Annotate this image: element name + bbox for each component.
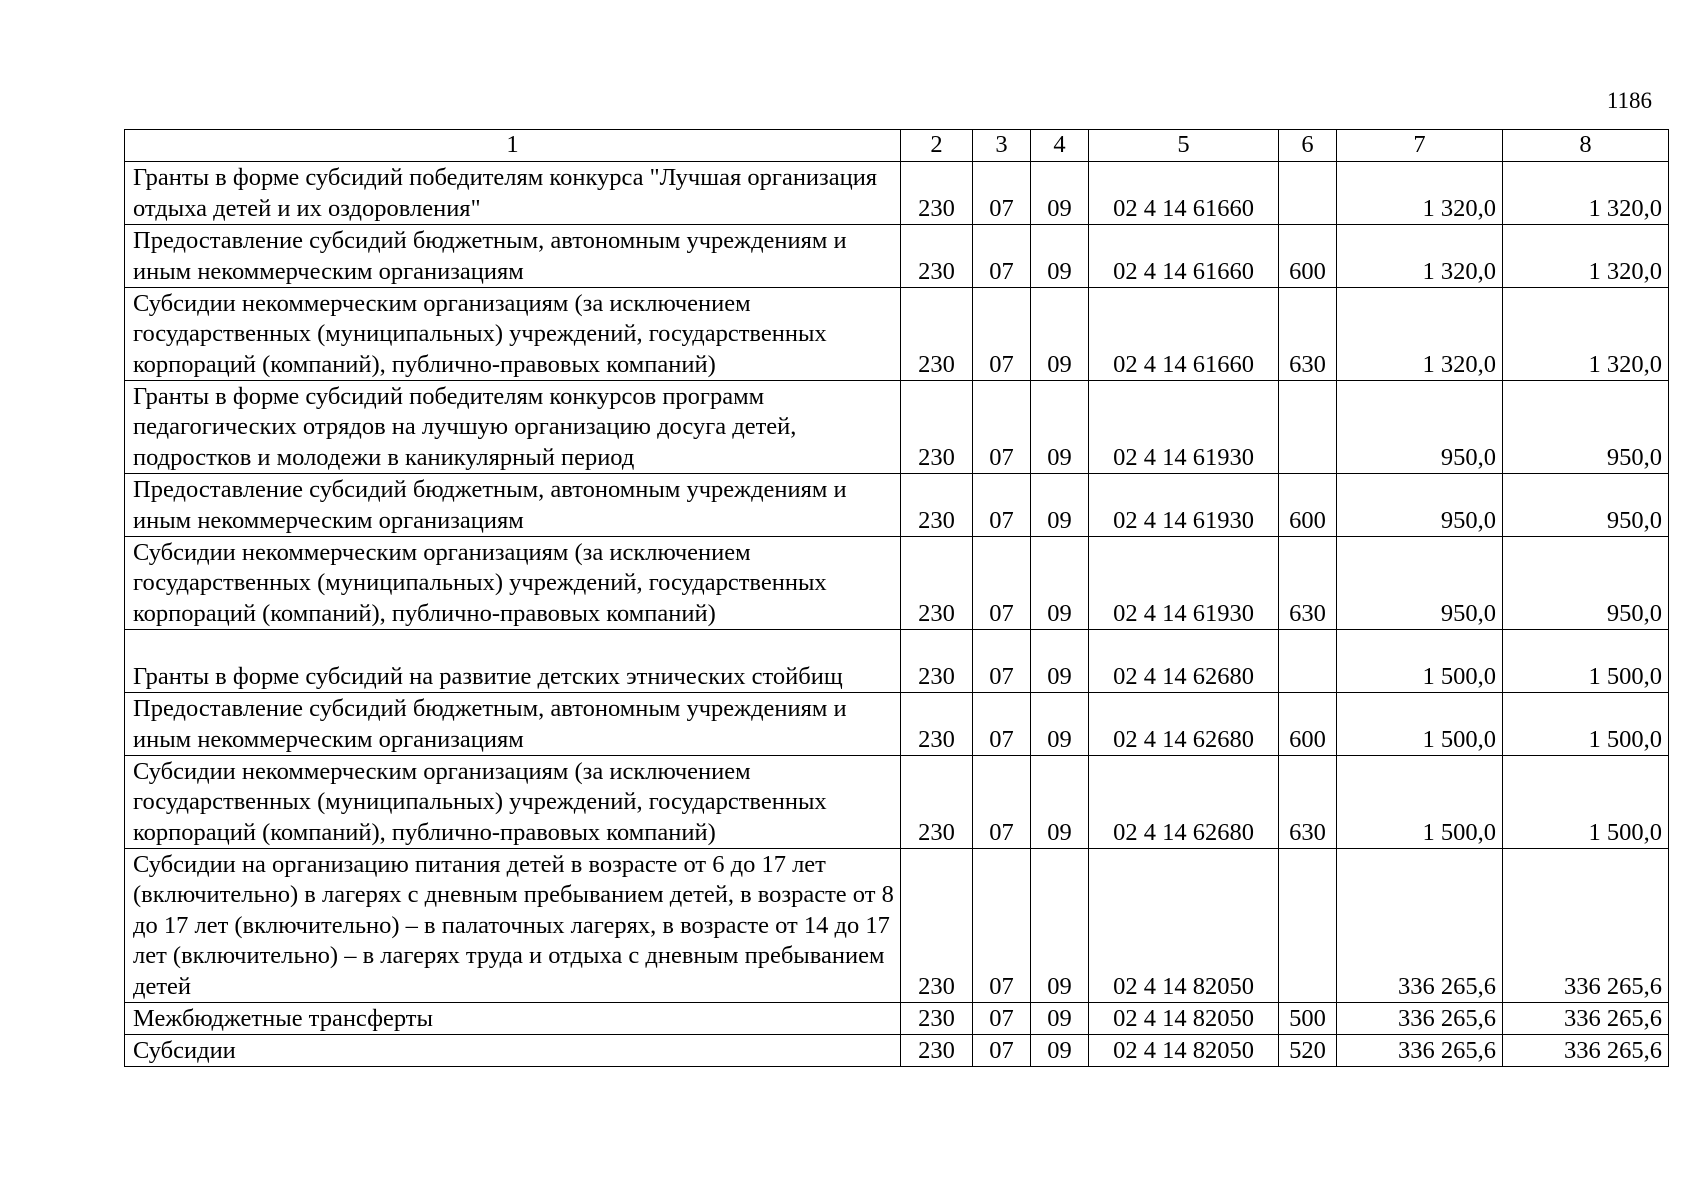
row-amount-2: 1 500,0 [1503, 693, 1669, 756]
row-amount-2: 1 500,0 [1503, 630, 1669, 693]
header-cell: 3 [973, 130, 1031, 162]
row-amount-2: 1 320,0 [1503, 288, 1669, 381]
table-row [125, 630, 1669, 693]
row-code: 230 [901, 1003, 973, 1035]
row-name: Предоставление субсидий бюджетным, автономным учреждениям и иным некоммерческим организациям [125, 693, 901, 756]
row-amount-2: 336 265,6 [1503, 1035, 1669, 1067]
row-target: 02 4 14 62680 [1089, 693, 1279, 756]
row-subsection: 09 [1031, 162, 1089, 225]
budget-table [124, 129, 1669, 1067]
row-target: 02 4 14 61930 [1089, 474, 1279, 537]
row-amount-1: 336 265,6 [1337, 1035, 1503, 1067]
row-code: 230 [901, 537, 973, 630]
row-amount-2: 1 320,0 [1503, 162, 1669, 225]
row-code: 230 [901, 630, 973, 693]
row-target: 02 4 14 61930 [1089, 537, 1279, 630]
row-section: 07 [973, 849, 1031, 1003]
row-type [1279, 381, 1337, 474]
row-code: 230 [901, 288, 973, 381]
row-type: 600 [1279, 693, 1337, 756]
row-amount-1: 1 320,0 [1337, 162, 1503, 225]
row-code: 230 [901, 162, 973, 225]
table-row [125, 1035, 1669, 1067]
row-target: 02 4 14 62680 [1089, 630, 1279, 693]
row-target: 02 4 14 61660 [1089, 162, 1279, 225]
row-type [1279, 630, 1337, 693]
row-name: Межбюджетные трансферты [125, 1003, 901, 1035]
row-target: 02 4 14 82050 [1089, 849, 1279, 1003]
header-cell: 4 [1031, 130, 1089, 162]
row-amount-2: 336 265,6 [1503, 849, 1669, 1003]
table-row [125, 381, 1669, 474]
row-type [1279, 849, 1337, 1003]
row-type: 630 [1279, 537, 1337, 630]
row-section: 07 [973, 630, 1031, 693]
row-section: 07 [973, 756, 1031, 849]
table-row [125, 756, 1669, 849]
header-cell: 7 [1337, 130, 1503, 162]
row-amount-1: 950,0 [1337, 474, 1503, 537]
row-code: 230 [901, 225, 973, 288]
row-name: Субсидии [125, 1035, 901, 1067]
header-cell: 1 [125, 130, 901, 162]
row-amount-1: 336 265,6 [1337, 1003, 1503, 1035]
row-target: 02 4 14 61660 [1089, 225, 1279, 288]
row-amount-2: 336 265,6 [1503, 1003, 1669, 1035]
table-header-row [125, 130, 1669, 162]
row-subsection: 09 [1031, 537, 1089, 630]
header-cell: 5 [1089, 130, 1279, 162]
row-name: Предоставление субсидий бюджетным, автономным учреждениям и иным некоммерческим организациям [125, 225, 901, 288]
row-section: 07 [973, 225, 1031, 288]
row-section: 07 [973, 693, 1031, 756]
row-code: 230 [901, 474, 973, 537]
row-type: 500 [1279, 1003, 1337, 1035]
row-subsection: 09 [1031, 381, 1089, 474]
row-name: Субсидии некоммерческим организациям (за исключением государственных (муниципальных) учреждений, государственных корпораций (компаний), публично-правовых компаний) [125, 537, 901, 630]
table-row [125, 693, 1669, 756]
row-section: 07 [973, 162, 1031, 225]
row-subsection: 09 [1031, 288, 1089, 381]
row-section: 07 [973, 1035, 1031, 1067]
row-subsection: 09 [1031, 1035, 1089, 1067]
table-row [125, 1003, 1669, 1035]
row-amount-1: 1 320,0 [1337, 225, 1503, 288]
row-name: Субсидии некоммерческим организациям (за исключением государственных (муниципальных) учреждений, государственных корпораций (компаний), публично-правовых компаний) [125, 756, 901, 849]
row-section: 07 [973, 381, 1031, 474]
table-row [125, 537, 1669, 630]
row-amount-1: 950,0 [1337, 537, 1503, 630]
row-subsection: 09 [1031, 849, 1089, 1003]
row-amount-1: 1 500,0 [1337, 630, 1503, 693]
row-amount-1: 1 320,0 [1337, 288, 1503, 381]
table-row [125, 288, 1669, 381]
row-name: Субсидии некоммерческим организациям (за исключением государственных (муниципальных) учреждений, государственных корпораций (компаний), публично-правовых компаний) [125, 288, 901, 381]
row-type: 630 [1279, 756, 1337, 849]
row-amount-1: 1 500,0 [1337, 756, 1503, 849]
row-section: 07 [973, 474, 1031, 537]
row-subsection: 09 [1031, 756, 1089, 849]
row-amount-1: 950,0 [1337, 381, 1503, 474]
row-amount-2: 950,0 [1503, 381, 1669, 474]
row-code: 230 [901, 849, 973, 1003]
row-amount-2: 950,0 [1503, 537, 1669, 630]
header-cell: 8 [1503, 130, 1669, 162]
row-name: Гранты в форме субсидий победителям конкурсов программ педагогических отрядов на лучшую организацию досуга детей, подростков и молодежи в каникулярный период [125, 381, 901, 474]
header-cell: 6 [1279, 130, 1337, 162]
row-type: 630 [1279, 288, 1337, 381]
row-target: 02 4 14 62680 [1089, 756, 1279, 849]
row-amount-2: 1 320,0 [1503, 225, 1669, 288]
table-row [125, 225, 1669, 288]
row-target: 02 4 14 82050 [1089, 1003, 1279, 1035]
row-code: 230 [901, 1035, 973, 1067]
row-amount-2: 950,0 [1503, 474, 1669, 537]
row-amount-1: 336 265,6 [1337, 849, 1503, 1003]
row-amount-2: 1 500,0 [1503, 756, 1669, 849]
row-amount-1: 1 500,0 [1337, 693, 1503, 756]
row-type: 600 [1279, 225, 1337, 288]
row-subsection: 09 [1031, 630, 1089, 693]
row-type: 600 [1279, 474, 1337, 537]
row-subsection: 09 [1031, 474, 1089, 537]
row-code: 230 [901, 693, 973, 756]
row-section: 07 [973, 1003, 1031, 1035]
table-row [125, 162, 1669, 225]
row-subsection: 09 [1031, 693, 1089, 756]
row-section: 07 [973, 288, 1031, 381]
row-code: 230 [901, 756, 973, 849]
row-name: Гранты в форме субсидий на развитие детских этнических стойбищ [125, 630, 901, 693]
row-name: Предоставление субсидий бюджетным, автономным учреждениям и иным некоммерческим организациям [125, 474, 901, 537]
row-type: 520 [1279, 1035, 1337, 1067]
row-type [1279, 162, 1337, 225]
row-section: 07 [973, 537, 1031, 630]
row-subsection: 09 [1031, 225, 1089, 288]
row-target: 02 4 14 61660 [1089, 288, 1279, 381]
row-target: 02 4 14 61930 [1089, 381, 1279, 474]
table-row [125, 849, 1669, 1003]
row-name: Субсидии на организацию питания детей в возрасте от 6 до 17 лет (включительно) в лагерях с дневным пребыванием детей, в возрасте от 8 до 17 лет (включительно) – в палаточных лагерях, в возрасте от 14 до 17 лет (включительно) – в лагерях труда и отдыха с дневным пребыванием детей [125, 849, 901, 1003]
header-cell: 2 [901, 130, 973, 162]
row-subsection: 09 [1031, 1003, 1089, 1035]
row-code: 230 [901, 381, 973, 474]
table-row [125, 474, 1669, 537]
page-number: 1186 [1606, 88, 1652, 113]
row-target: 02 4 14 82050 [1089, 1035, 1279, 1067]
row-name: Гранты в форме субсидий победителям конкурса "Лучшая организация отдыха детей и их оздоровления" [125, 162, 901, 225]
